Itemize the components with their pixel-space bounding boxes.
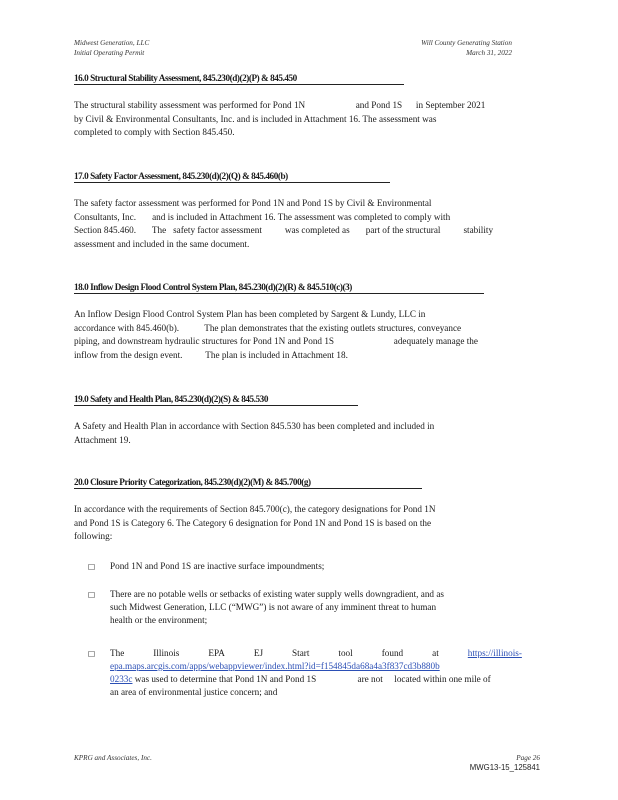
header-station: Will County Generating Station — [421, 39, 512, 47]
section-heading: 17.0 Safety Factor Assessment, 845.230(d)(2)(Q) & 845.460(b) — [74, 171, 390, 183]
ej-start-tool-link[interactable]: https://illinois- — [467, 648, 522, 658]
word: The — [110, 648, 125, 658]
word: EPA — [208, 648, 225, 658]
word: found — [381, 648, 404, 658]
document-id: MWG13-15_125841 — [469, 763, 540, 772]
text-line: Pond 1N and Pond 1S are inactive surface impoundments; — [110, 561, 325, 571]
section-heading: 18.0 Inflow Design Flood Control System Plan, 845.230(d)(2)(R) & 845.510(c)(3) — [74, 282, 484, 294]
text-line: following: — [74, 531, 113, 542]
text-line: was used to determine that Pond 1N and Pond 1S are not located within one mile of — [132, 674, 491, 684]
section-body — [74, 503, 522, 544]
section-16 — [74, 73, 522, 140]
text-line: A Safety and Health Plan in accordance with Section 845.530 has been completed and included in — [74, 421, 435, 431]
checkbox-bullet-icon: □ — [88, 649, 96, 658]
section-19 — [74, 394, 522, 447]
word: Illinois — [153, 648, 180, 658]
text-line: In accordance with the requirements of Section 845.700(c), the category designations for Pond 1N — [74, 504, 436, 514]
word: EJ — [253, 648, 264, 658]
text-line: An Inflow Design Flood Control System Plan has been completed by Sargent & Lundy, LLC in — [74, 309, 426, 319]
text-line: completed to comply with Section 845.450. — [74, 127, 235, 138]
header-right — [410, 39, 512, 58]
page-number: Page 26 — [516, 754, 540, 762]
header-left — [74, 39, 149, 58]
text-line: piping, and downstream hydraulic structures for Pond 1N and Pond 1S adequately manage the — [74, 336, 478, 347]
text-line: and Pond 1S is Category 6. The Category 6 designation for Pond 1N and Pond 1S is based on the — [74, 517, 432, 528]
section-body — [74, 197, 522, 251]
header-company: Midwest Generation, LLC — [74, 39, 150, 47]
word: at — [432, 648, 439, 658]
footer-company: KPRG and Associates, Inc. — [74, 754, 152, 762]
section-heading: 20.0 Closure Priority Categorization, 845.230(d)(2)(M) & 845.700(g) — [74, 477, 422, 489]
text-line: Attachment 19. — [74, 434, 131, 445]
text-line: such Midwest Generation, LLC (“MWG”) is not aware of any imminent threat to human — [110, 602, 437, 612]
word: tool — [338, 648, 353, 658]
text-line: by Civil & Environmental Consultants, Inc. and is included in Attachment 16. The assessment was — [74, 113, 437, 124]
text-line: Consultants, Inc. and is included in Attachment 16. The assessment was completed to comply with — [74, 211, 451, 222]
justified-line — [110, 647, 522, 660]
text-line: an area of environmental justice concern; and — [110, 687, 278, 697]
ej-start-tool-link-end[interactable]: 0233c — [110, 674, 133, 684]
checkbox-bullet-icon: □ — [88, 590, 96, 599]
ej-start-tool-link-continued[interactable]: epa.maps.arcgis.com/apps/webappviewer/index.html?id=f154845da68a4a3f837cd3b880b — [110, 661, 440, 671]
text-line: assessment and included in the same document. — [74, 238, 250, 249]
text-line: The structural stability assessment was performed for Pond 1N and Pond 1S in September 2021 — [74, 100, 486, 110]
section-heading: 16.0 Structural Stability Assessment, 845.230(d)(2)(P) & 845.450 — [74, 73, 404, 85]
section-body — [74, 420, 522, 447]
section-body — [74, 308, 522, 362]
checkbox-bullet-icon: □ — [88, 562, 96, 571]
text-line: accordance with 845.460(b). The plan demonstrates that the existing outlets structures, conveyance — [74, 322, 462, 333]
header-date: March 31, 2022 — [466, 48, 512, 57]
text-line: There are no potable wells or setbacks of existing water supply wells downgradient, and as — [110, 589, 444, 599]
section-body — [74, 99, 522, 140]
header-doc-type: Initial Operating Permit — [74, 48, 145, 57]
section-heading: 19.0 Safety and Health Plan, 845.230(d)(2)(S) & 845.530 — [74, 394, 358, 406]
section-18 — [74, 282, 522, 362]
section-17 — [74, 171, 522, 251]
text-line: health or the environment; — [110, 615, 208, 625]
word: Start — [292, 648, 310, 658]
text-line: The safety factor assessment was performed for Pond 1N and Pond 1S by Civil & Environmental — [74, 198, 432, 208]
section-20 — [74, 477, 522, 544]
text-line: Section 845.460. The safety factor assessment was completed as part of the structural stability — [74, 225, 494, 236]
text-line: inflow from the design event. The plan is included in Attachment 18. — [74, 349, 348, 360]
